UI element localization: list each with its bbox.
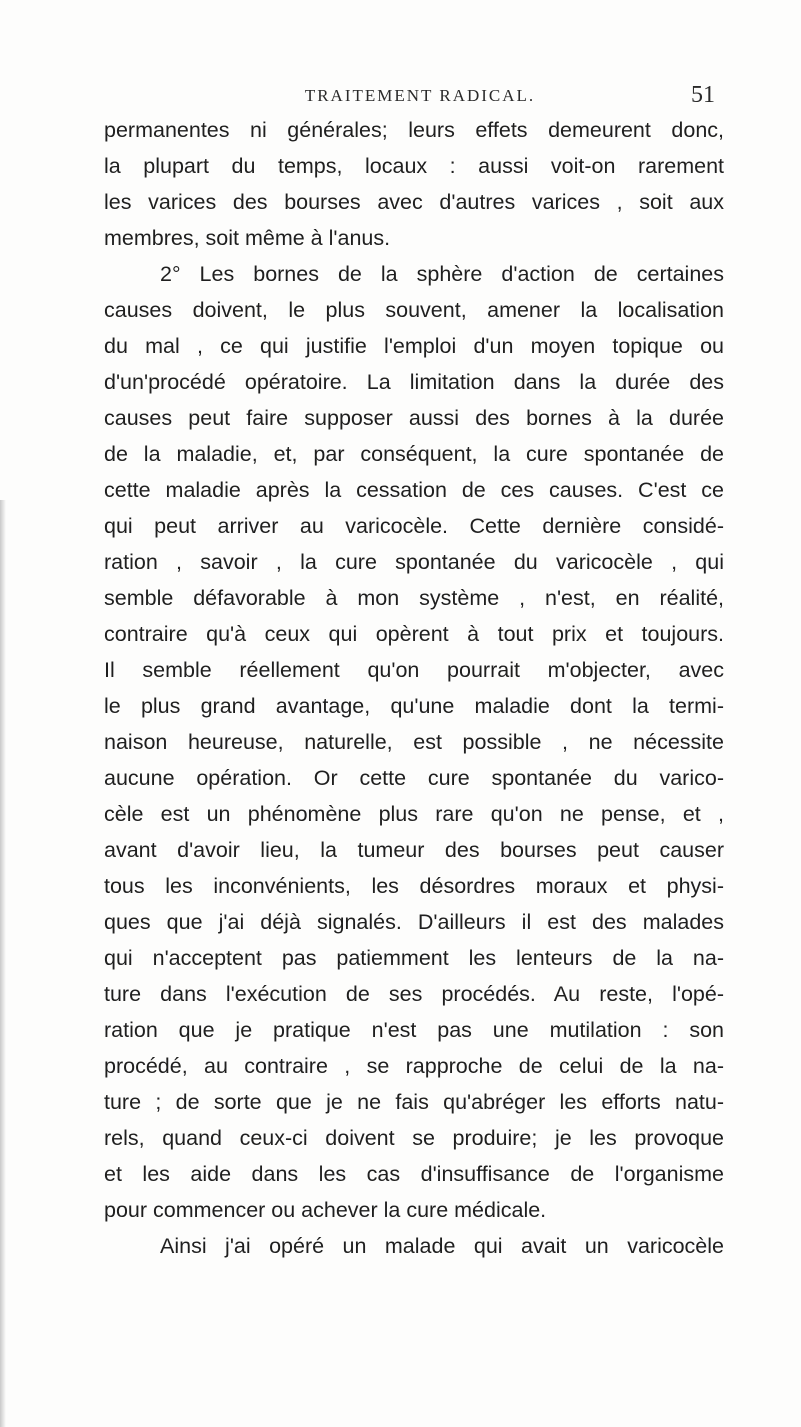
text-line: cette maladie après la cessation de ces causes. C'est ce [104,478,724,502]
text-line: pour commencer ou achever la cure médicale. [104,1198,547,1222]
text-line: d'un'procédé opératoire. La limitation dans la durée des [104,370,724,394]
page-edge-shadow [0,500,6,1427]
text-line: membres, soit même à l'anus. [104,226,391,250]
text-line: les varices des bourses avec d'autres varices , soit aux [104,190,724,214]
text-line: naison heureuse, naturelle, est possible , ne nécessite [104,730,724,754]
text-line: causes doivent, le plus souvent, amener la localisation [104,298,724,322]
text-line: le plus grand avantage, qu'une maladie dont la termi- [104,694,724,718]
text-line: Ainsi j'ai opéré un malade qui avait un varicocèle [160,1234,724,1258]
running-head: TRAITEMENT RADICAL. [304,86,536,105]
text-line: et les aide dans les cas d'insuffisance de l'organisme [104,1162,724,1186]
text-line: ques que j'ai déjà signalés. D'ailleurs il est des malades [104,910,724,934]
text-line: de la maladie, et, par conséquent, la cure spontanée de [104,442,724,466]
text-line: ration que je pratique n'est pas une mutilation : son [104,1018,724,1042]
text-line: cèle est un phénomène plus rare qu'on ne pense, et , [104,802,724,826]
text-line: ture ; de sorte que je ne fais qu'abréger les efforts natu- [104,1090,724,1114]
text-line: avant d'avoir lieu, la tumeur des bourses peut causer [104,838,724,862]
text-line: procédé, au contraire , se rapproche de celui de la na- [104,1054,724,1078]
text-line: contraire qu'à ceux qui opèrent à tout prix et toujours. [104,622,724,646]
body-text [104,112,724,1264]
text-line: qui peut arriver au varicocèle. Cette dernière considé- [104,514,724,538]
text-line: Il semble réellement qu'on pourrait m'objecter, avec [104,658,724,682]
text-line: aucune opération. Or cette cure spontanée du varico- [104,766,724,790]
text-line: 2° Les bornes de la sphère d'action de certaines [160,262,724,286]
text-line: tous les inconvénients, les désordres moraux et physi- [104,874,724,898]
page-number: 51 [691,82,715,108]
text-line: ration , savoir , la cure spontanée du varicocèle , qui [104,550,724,574]
text-line: du mal , ce qui justifie l'emploi d'un moyen topique ou [104,334,724,358]
text-line: permanentes ni générales; leurs effets demeurent donc, [104,118,724,142]
text-line: qui n'acceptent pas patiemment les lenteurs de la na- [104,946,724,970]
text-line: rels, quand ceux-ci doivent se produire; je les provoque [104,1126,724,1150]
text-line: ture dans l'exécution de ses procédés. Au reste, l'opé- [104,982,724,1006]
text-line: semble défavorable à mon système , n'est, en réalité, [104,586,724,610]
text-line: causes peut faire supposer aussi des bornes à la durée [104,406,724,430]
text-line: la plupart du temps, locaux : aussi voit-on rarement [104,154,724,178]
